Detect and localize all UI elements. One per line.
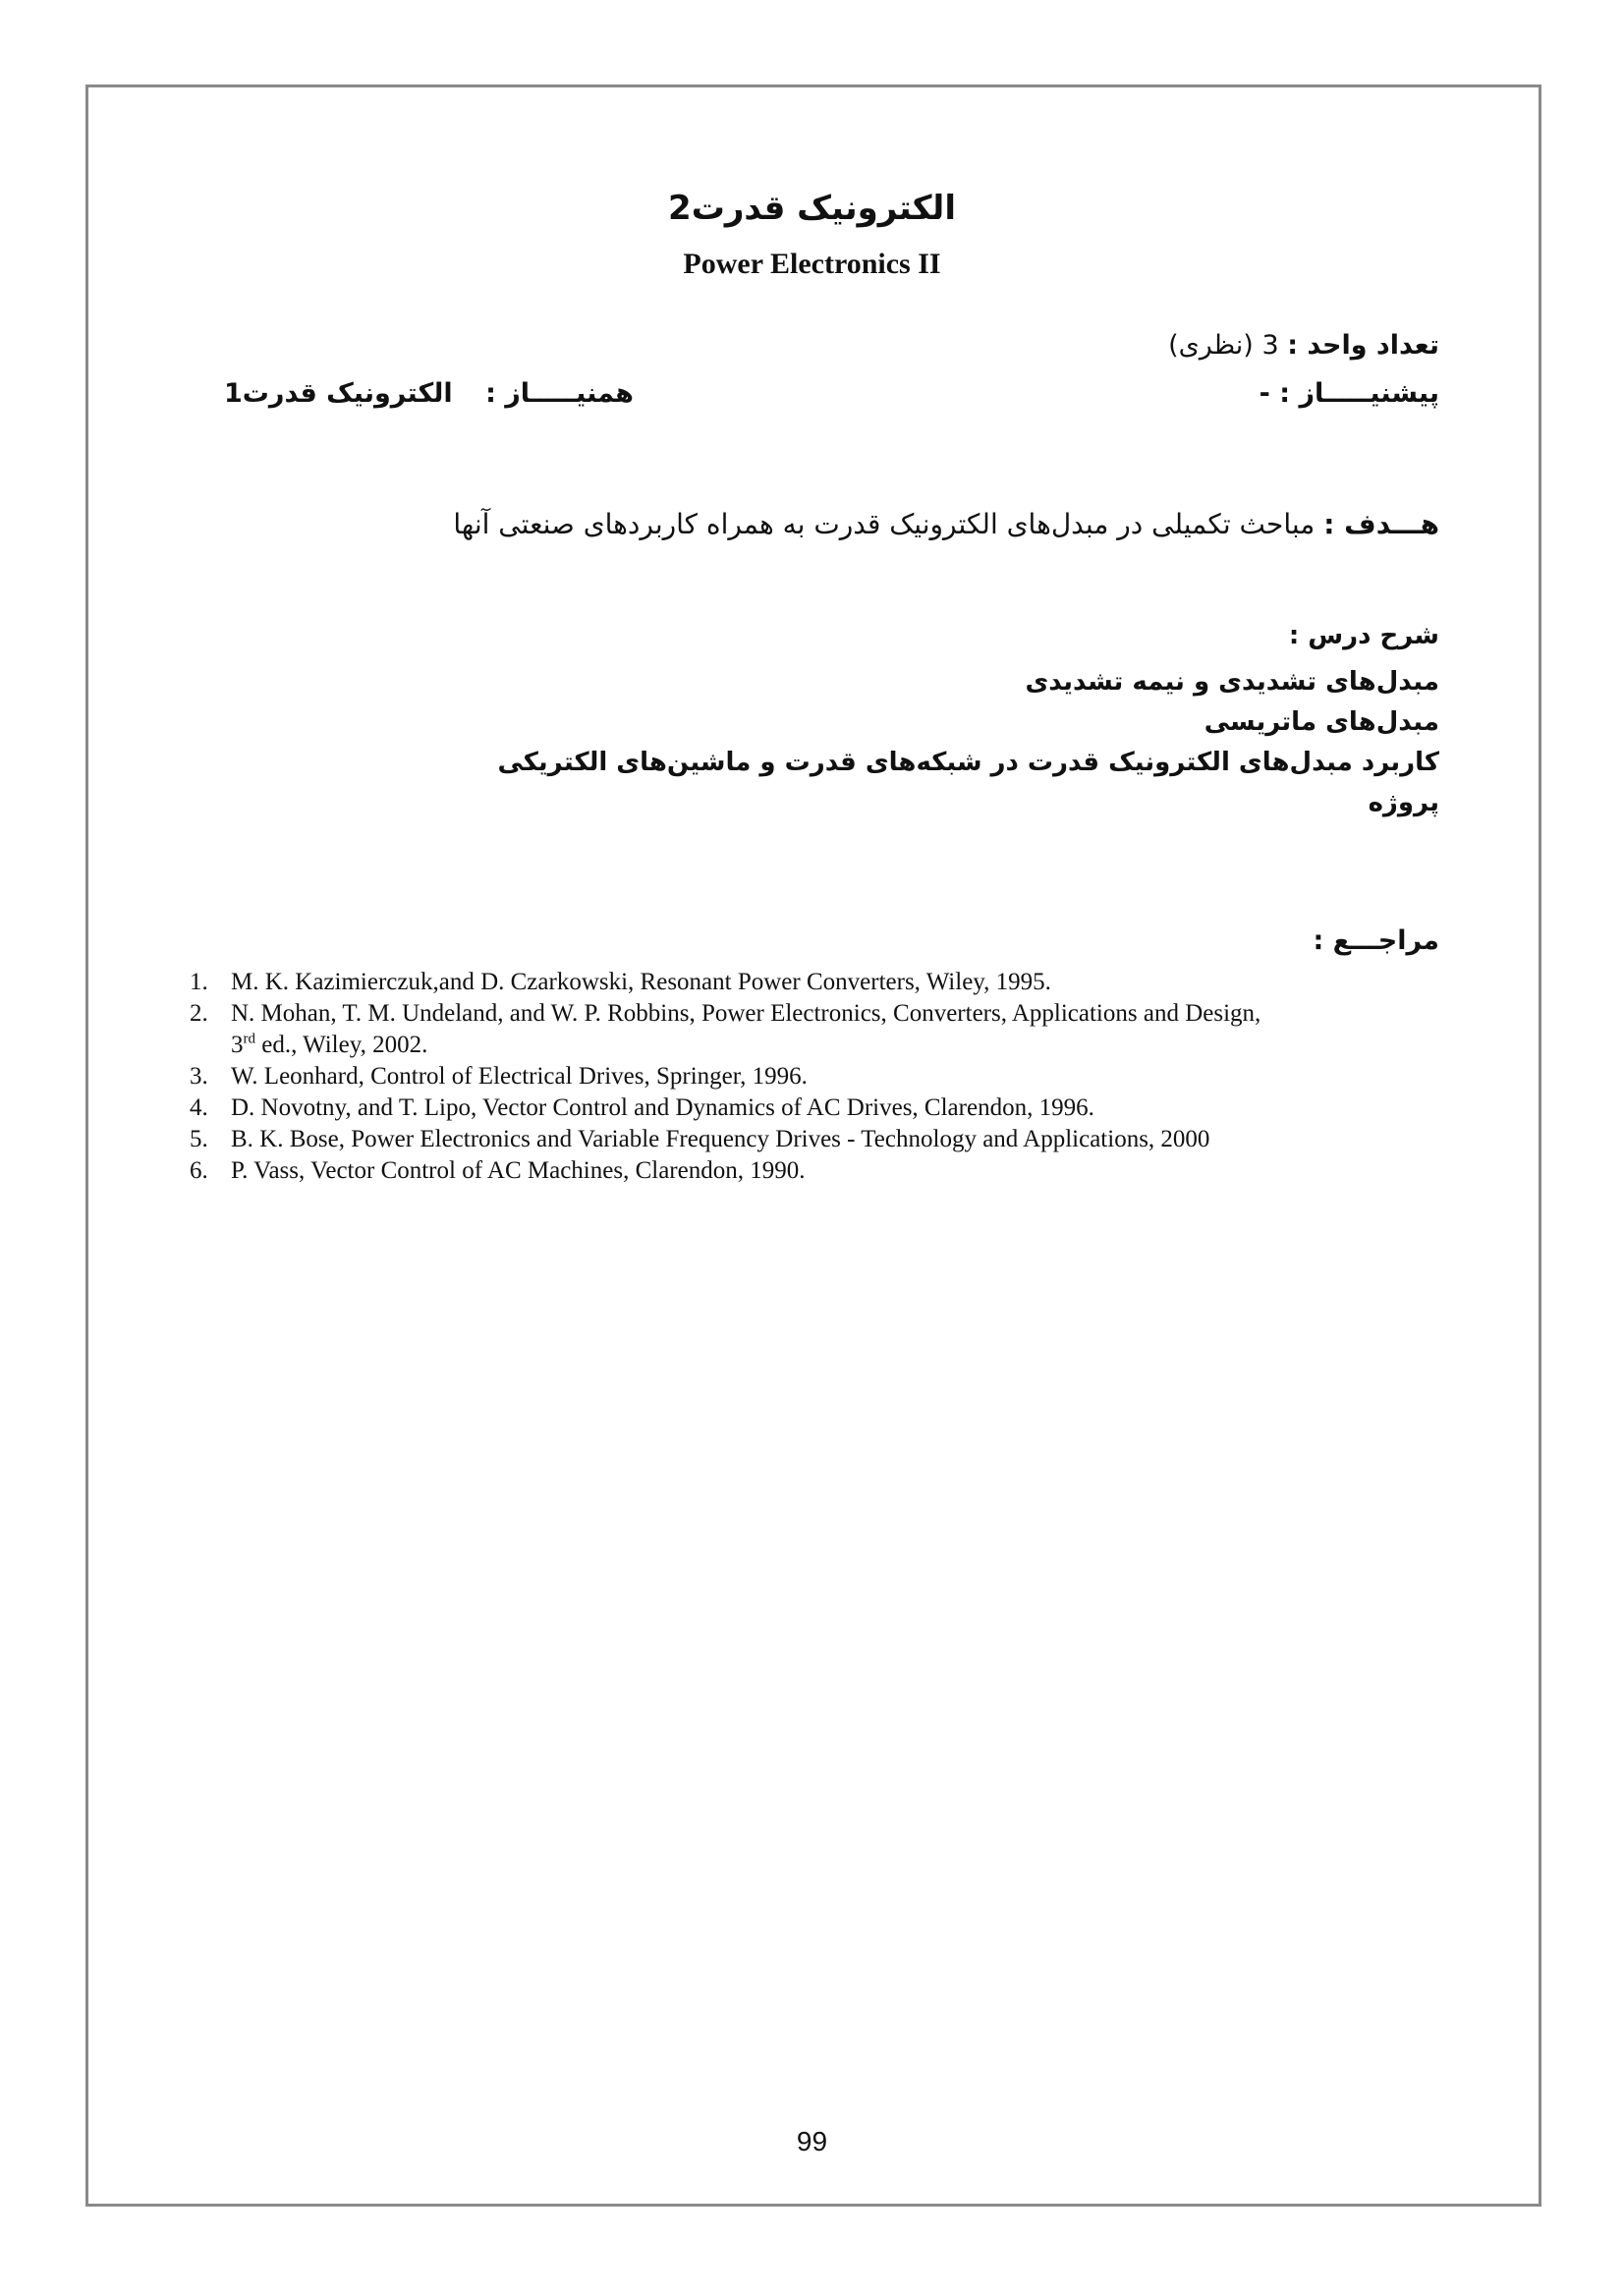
reference-text: N. Mohan, T. M. Undeland, and W. P. Robbins, Power Electronics, Converters, Applications and Design, xyxy=(231,1000,1261,1027)
units-value: 3 xyxy=(1261,330,1279,361)
reference-text-continuation xyxy=(231,1030,1439,1061)
reference-number: 5. xyxy=(190,1126,208,1152)
corequisite-label: همنیـــــاز : xyxy=(485,378,634,409)
references-heading: مراجـــع : xyxy=(1313,925,1439,956)
reference-number: 2. xyxy=(190,1000,208,1027)
units-type: (نظری) xyxy=(1168,330,1254,361)
syllabus-heading: شرح درس : xyxy=(1288,621,1439,650)
corequisite-line xyxy=(224,378,634,409)
edition-number: 3 xyxy=(231,1032,244,1058)
reference-number: 1. xyxy=(190,969,208,995)
syllabus-topic: کاربرد مبدل‌های الکترونیک قدرت در شبکه‌های قدرت و ماشین‌های الکتریکی xyxy=(497,748,1439,777)
reference-item xyxy=(190,1155,1439,1187)
reference-text: W. Leonhard, Control of Electrical Drives, Springer, 1996. xyxy=(231,1063,808,1090)
reference-item xyxy=(190,998,1439,1061)
prerequisite-label: پیشنیـــــاز : xyxy=(1279,378,1439,409)
syllabus-topic: مبدل‌های تشدیدی و نیمه تشدیدی xyxy=(1025,667,1439,697)
units-line xyxy=(1168,330,1439,361)
goal-label: هـــدف : xyxy=(1323,508,1439,540)
syllabus-topic: پروژه xyxy=(1368,788,1439,817)
reference-text: P. Vass, Vector Control of AC Machines, Clarendon, 1990. xyxy=(231,1157,806,1184)
reference-item xyxy=(190,1061,1439,1092)
reference-item xyxy=(190,967,1439,998)
prerequisite-line xyxy=(1260,378,1439,409)
goal-text: مباحث تکمیلی در مبدل‌های الکترونیک قدرت به همراه کاربردهای صنعتی آنها xyxy=(453,508,1316,540)
reference-number: 4. xyxy=(190,1094,208,1121)
page-number: 99 xyxy=(796,2126,828,2156)
edition-rest: ed., Wiley, 2002. xyxy=(255,1032,428,1058)
units-label: تعداد واحد : xyxy=(1287,330,1439,361)
reference-text: B. K. Bose, Power Electronics and Variable Frequency Drives - Technology and Applications, 2000 xyxy=(231,1126,1210,1152)
references-list xyxy=(190,967,1439,1187)
goal-line xyxy=(453,508,1439,540)
reference-number: 6. xyxy=(190,1157,208,1184)
reference-text: M. K. Kazimierczuk,and D. Czarkowski, Resonant Power Converters, Wiley, 1995. xyxy=(231,969,1051,995)
corequisite-value: الکترونیک قدرت1 xyxy=(224,378,453,409)
prerequisite-value: - xyxy=(1259,378,1270,409)
reference-item xyxy=(190,1092,1439,1124)
syllabus-topic: مبدل‌های ماتریسی xyxy=(1204,707,1439,737)
course-title-english: Power Electronics II xyxy=(683,248,941,280)
syllabus-section xyxy=(497,621,1439,823)
edition-suffix: rd xyxy=(243,1031,255,1047)
reference-item xyxy=(190,1124,1439,1155)
course-title-persian: الکترونیک قدرت2 xyxy=(668,189,956,228)
reference-number: 3. xyxy=(190,1063,208,1090)
reference-text: D. Novotny, and T. Lipo, Vector Control and Dynamics of AC Drives, Clarendon, 1996. xyxy=(231,1094,1094,1121)
